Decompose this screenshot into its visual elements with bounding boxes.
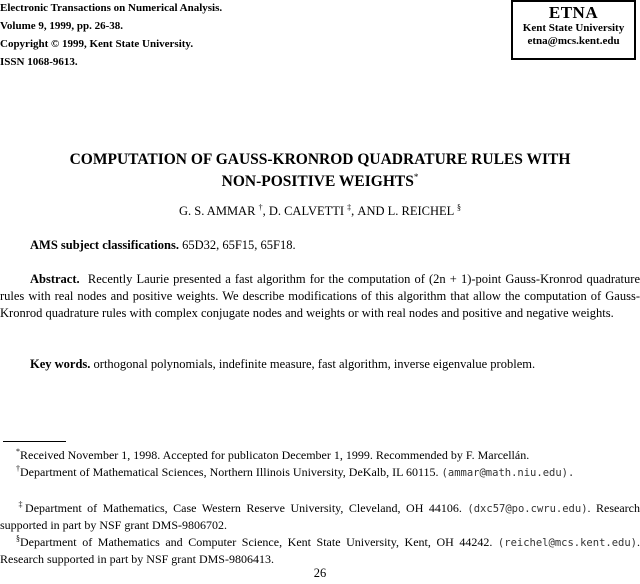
footnote-calvetti-support: . Research supported in part by NSF grant DMS-9806702.	[0, 501, 640, 532]
journal-issn: ISSN 1068-9613.	[0, 56, 78, 68]
journal-name: Electronic Transactions on Numerical Analysis.	[0, 2, 223, 14]
author-calvetti: D. CALVETTI	[268, 204, 345, 219]
etna-email: etna@mcs.kent.edu	[527, 35, 620, 47]
paper-title-line-2	[0, 168, 640, 191]
footnote-ammar-text: Department of Mathematical Sciences, Northern Illinois University, DeKalb, IL 60115.	[20, 465, 439, 479]
author-ammar: G. S. AMMAR	[179, 204, 256, 219]
keywords-label: Key words.	[30, 357, 91, 371]
footnote-calvetti-mark: ‡	[16, 500, 26, 509]
footnote-received-text: Received November 1, 1998. Accepted for publicaton December 1, 1999. Recommended by F. Marcellán.	[20, 448, 530, 462]
etna-box	[511, 0, 636, 60]
footnote-ammar	[0, 461, 640, 481]
abstract-label: Abstract.	[30, 272, 80, 286]
footnote-reichel-mark: §	[16, 534, 20, 543]
footnote-reichel	[0, 531, 640, 567]
paper-title-text: NON-POSITIVE WEIGHTS	[221, 173, 414, 191]
footnote-ammar-mark: †	[16, 464, 20, 473]
journal-volume: Volume 9, 1999, pp. 26-38.	[0, 20, 124, 32]
footnote-rule	[3, 441, 66, 442]
author-reichel: L. REICHEL	[387, 204, 454, 219]
footnote-reichel-support: . Research supported in part by NSF grant DMS-9806413.	[0, 535, 640, 566]
footnote-calvetti-email: (dxc57@po.cwru.edu)	[467, 503, 588, 515]
title-footnote-mark: *	[413, 172, 419, 182]
keywords-text: orthogonal polynomials, indefinite measure, fast algorithm, inverse eigenvalue problem.	[93, 357, 536, 371]
keywords	[0, 356, 640, 373]
ams-text: 65D32, 65F15, 65F18.	[182, 238, 296, 252]
etna-name: ETNA	[548, 3, 599, 22]
footnote-calvetti	[0, 497, 640, 533]
authors: G. S. AMMAR †, D. CALVETTI ‡, AND L. REICHEL §	[179, 203, 461, 219]
etna-university: Kent State University	[522, 22, 625, 34]
author-conjunction: AND	[357, 204, 385, 219]
paper-title-line-1: COMPUTATION OF GAUSS-KRONROD QUADRATURE RULES WITH	[69, 151, 571, 168]
ams-label: AMS subject classifications.	[30, 238, 179, 252]
author-ammar-mark: †	[258, 203, 263, 212]
author-calvetti-mark: ‡	[347, 203, 352, 212]
footnote-calvetti-text: Department of Mathematics, Case Western Reserve University, Cleveland, OH 44106.	[25, 501, 462, 515]
ams-classifications	[0, 237, 640, 254]
footnote-ammar-email: (ammar@math.niu.edu).	[441, 467, 575, 479]
footnote-reichel-email: (reichel@mcs.kent.edu)	[497, 537, 637, 549]
page-number: 26	[313, 566, 327, 580]
abstract	[0, 271, 640, 322]
footnote-reichel-text: Department of Mathematics and Computer Science, Kent State University, Kent, OH 44242.	[20, 535, 493, 549]
footnote-received-mark: *	[16, 447, 20, 456]
journal-copyright: Copyright © 1999, Kent State University.	[0, 38, 194, 50]
author-reichel-mark: §	[456, 203, 461, 212]
abstract-text: Recently Laurie presented a fast algorithm for the computation of (2n + 1)-point Gauss-Kronrod quadrature rules with real nodes and positive weights. We describe modifications of this algorithm that allow the computation of Gauss-Kronrod quadrature rules with complex conjugate nodes and weights or with real nodes and positive and negative weights.	[0, 272, 640, 320]
